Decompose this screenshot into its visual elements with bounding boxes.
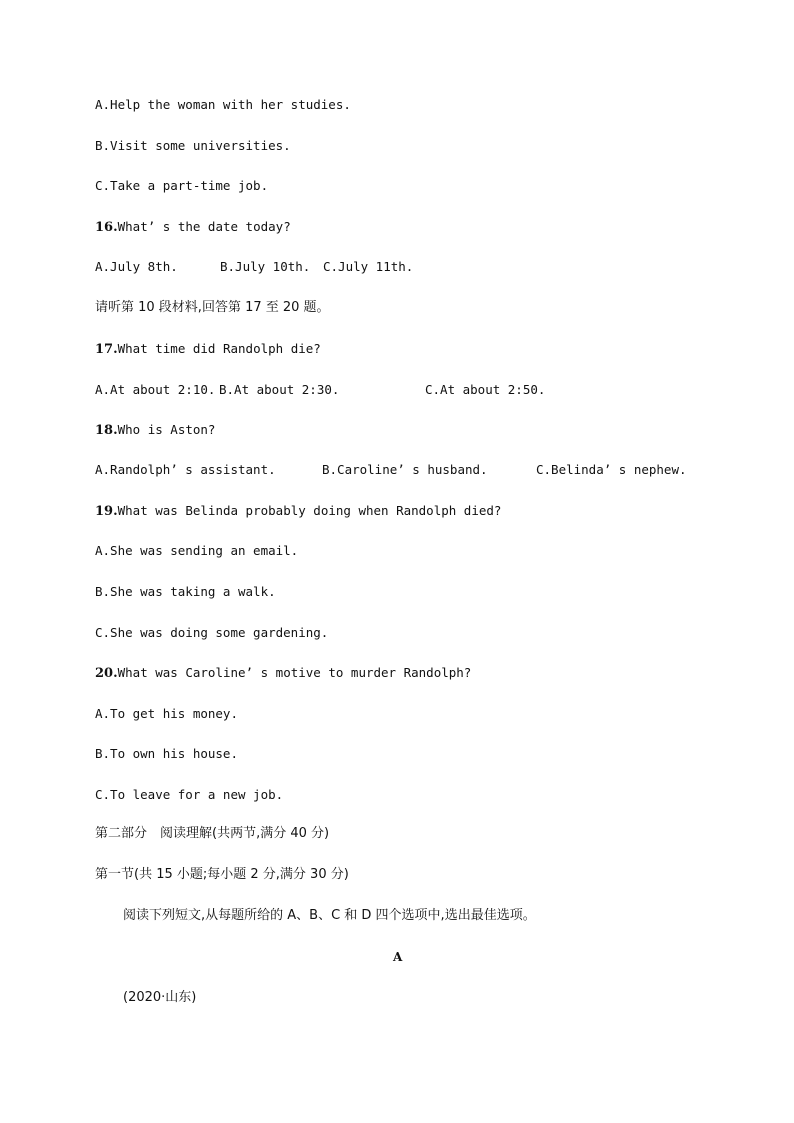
q17-option-c: C.At about 2:50. — [425, 382, 546, 397]
q17-options — [95, 382, 545, 398]
q15-option-b: B.Visit some universities. — [95, 138, 291, 153]
question-stem: What’ s the date today? — [117, 219, 291, 234]
question-20 — [95, 665, 471, 682]
q16-option-a: A.July 8th. — [95, 259, 178, 274]
question-number: 18. — [95, 423, 118, 438]
part-2-title: 第二部分 阅读理解(共两节,满分 40 分) — [95, 826, 330, 841]
q20-option-b: B.To own his house. — [95, 746, 238, 761]
q19-option-b: B.She was taking a walk. — [95, 584, 276, 599]
question-18 — [95, 422, 215, 439]
q15-option-c: C.Take a part-time job. — [95, 178, 269, 193]
passage-source: (2020·山东) — [123, 990, 197, 1005]
question-number: 16. — [95, 220, 118, 235]
q16-options — [95, 259, 413, 275]
q20-option-c: C.To leave for a new job. — [95, 787, 284, 802]
question-stem: What time did Randolph die? — [117, 341, 321, 356]
listening-instruction-10: 请听第 10 段材料,回答第 17 至 20 题。 — [95, 300, 330, 315]
q18-options — [95, 462, 687, 478]
section-1-title: 第一节(共 15 小题;每小题 2 分,满分 30 分) — [95, 867, 349, 882]
question-stem: What was Belinda probably doing when Randolph died? — [117, 503, 502, 518]
q18-option-b: B.Caroline’ s husband. — [322, 462, 488, 477]
question-stem: What was Caroline’ s motive to murder Randolph? — [117, 665, 472, 680]
passage-label: A — [393, 950, 403, 964]
q16-option-c: C.July 11th. — [323, 259, 414, 274]
q20-option-a: A.To get his money. — [95, 706, 238, 721]
section-1-instruction: 阅读下列短文,从每题所给的 A、B、C 和 D 四个选项中,选出最佳选项。 — [123, 908, 536, 923]
q19-option-c: C.She was doing some gardening. — [95, 625, 329, 640]
q15-option-a: A.Help the woman with her studies. — [95, 97, 351, 112]
question-number: 19. — [95, 504, 118, 519]
q18-option-a: A.Randolph’ s assistant. — [95, 462, 276, 477]
question-16 — [95, 219, 291, 236]
q17-option-b: B.At about 2:30. — [219, 382, 340, 397]
question-stem: Who is Aston? — [117, 422, 216, 437]
question-number: 20. — [95, 666, 118, 681]
q16-option-b: B.July 10th. — [220, 259, 311, 274]
q19-option-a: A.She was sending an email. — [95, 543, 299, 558]
question-17 — [95, 341, 321, 358]
q18-option-c: C.Belinda’ s nephew. — [536, 462, 687, 477]
question-19 — [95, 503, 501, 520]
q17-option-a: A.At about 2:10. — [95, 382, 216, 397]
question-number: 17. — [95, 342, 118, 357]
